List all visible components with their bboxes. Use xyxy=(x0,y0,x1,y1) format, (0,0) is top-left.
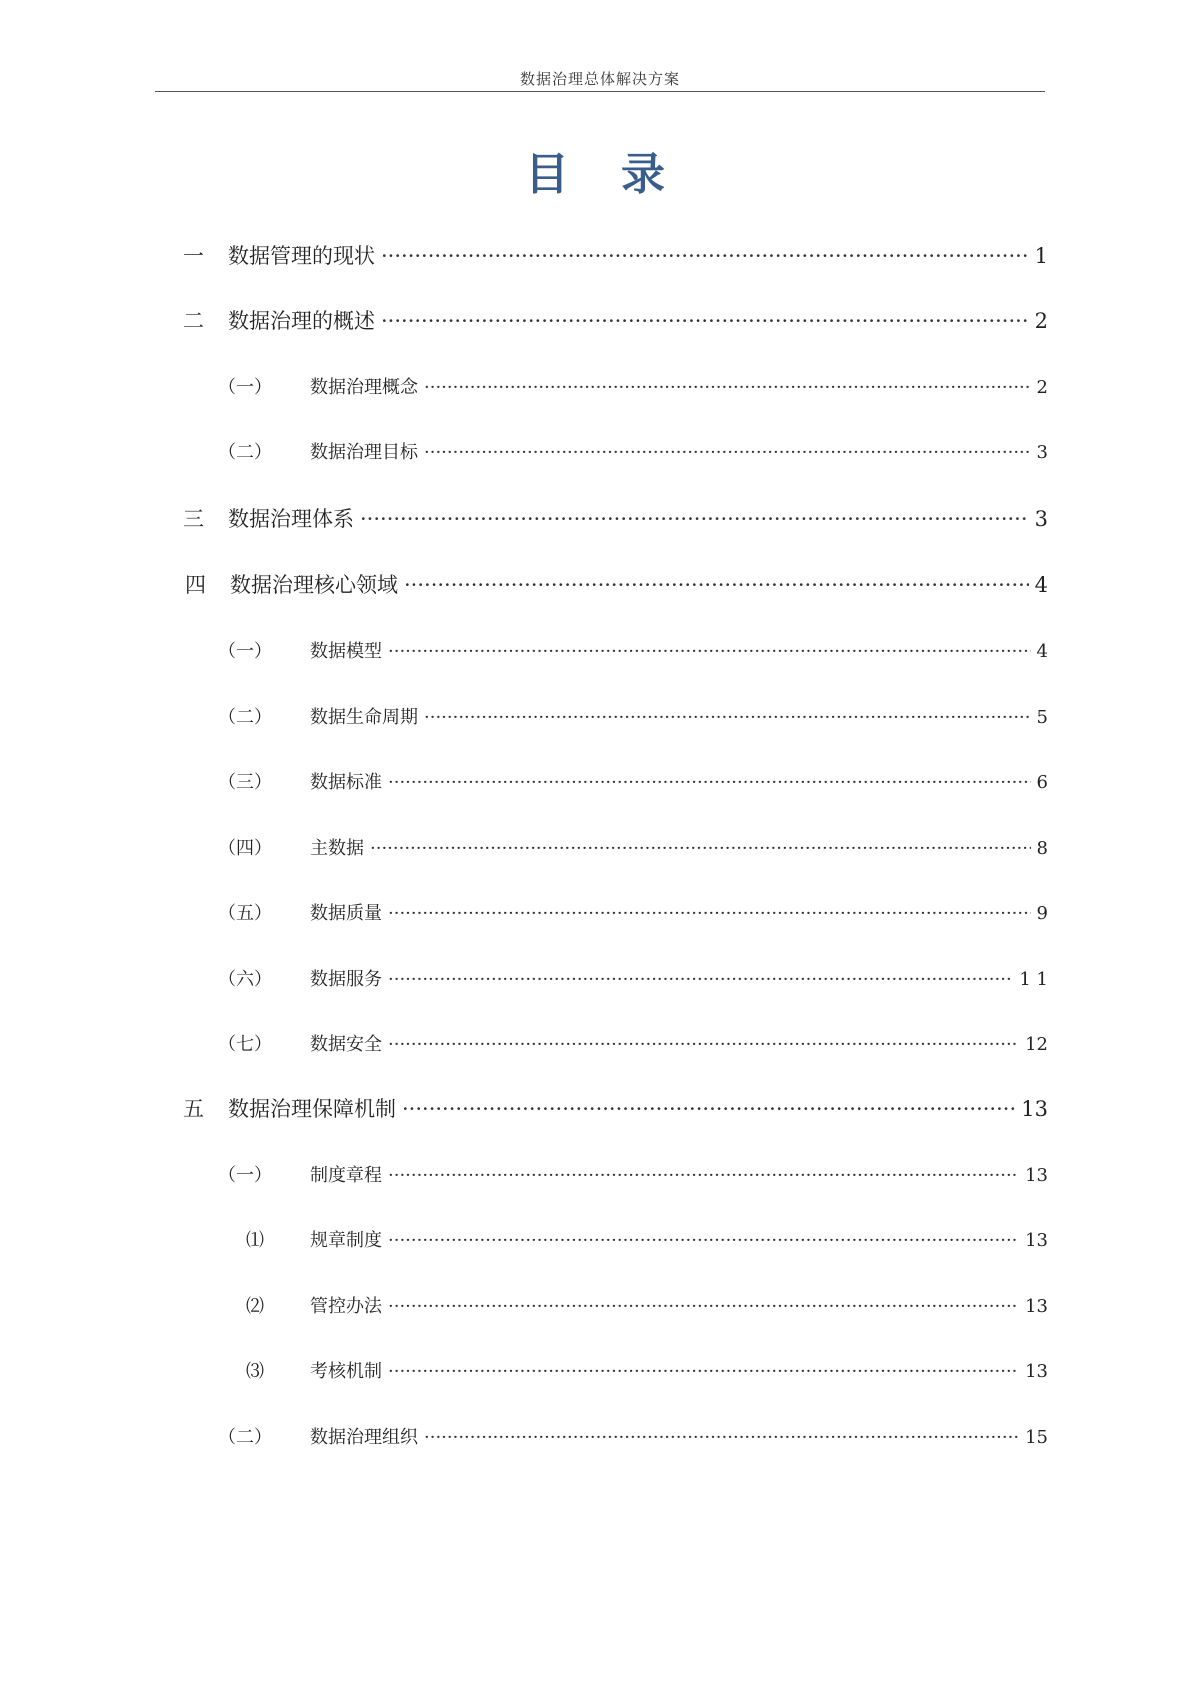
toc-entry-number: 二 xyxy=(183,309,204,333)
dot-leader xyxy=(388,772,1031,793)
toc-entry-text: 数据管理的现状 xyxy=(228,244,375,268)
toc-entry[interactable] xyxy=(246,1357,1048,1383)
dot-leader xyxy=(424,377,1031,398)
toc-entry-text: 数据模型 xyxy=(310,641,382,662)
toc-entry[interactable] xyxy=(218,438,1048,464)
toc-entry-text: 数据标准 xyxy=(310,772,382,793)
dot-leader xyxy=(388,1165,1019,1186)
toc-entry-text: 数据治理概念 xyxy=(310,377,418,398)
toc-entry[interactable] xyxy=(183,1093,1048,1123)
toc-entry-number: 一 xyxy=(183,244,204,268)
toc-entry-page: 8 xyxy=(1036,838,1048,859)
dot-leader xyxy=(404,573,1029,597)
toc-entry[interactable] xyxy=(218,1030,1048,1056)
dot-leader xyxy=(381,244,1029,268)
toc-entry-text: 管控办法 xyxy=(310,1296,382,1317)
toc-entry[interactable] xyxy=(246,1226,1048,1252)
toc-entry-page: 4 xyxy=(1034,573,1048,597)
toc-entry-page: 15 xyxy=(1025,1427,1048,1448)
toc-entry-text: 规章制度 xyxy=(310,1230,382,1251)
toc-entry-page: 3 xyxy=(1036,442,1048,463)
toc-entry-text: 数据服务 xyxy=(310,969,382,990)
toc-entry-page: 9 xyxy=(1036,903,1048,924)
toc-entry-number: （三） xyxy=(218,772,272,793)
toc-entry-number: （六） xyxy=(218,969,272,990)
toc-entry-number: （一） xyxy=(218,377,272,398)
toc-entry-page: 4 xyxy=(1036,641,1048,662)
toc-entry-page: 13 xyxy=(1025,1165,1048,1186)
toc-entry-text: 数据治理组织 xyxy=(310,1427,418,1448)
toc-entry[interactable] xyxy=(185,569,1048,599)
dot-leader xyxy=(388,641,1031,662)
toc-entry-number: （二） xyxy=(218,707,272,728)
dot-leader xyxy=(388,1361,1019,1382)
toc-entry-text: 考核机制 xyxy=(310,1361,382,1382)
toc-entry-text: 数据治理目标 xyxy=(310,442,418,463)
dot-leader xyxy=(402,1097,1015,1121)
toc-entry-page: 2 xyxy=(1036,377,1048,398)
dot-leader xyxy=(424,707,1031,728)
toc-entry-page: 13 xyxy=(1025,1296,1048,1317)
toc-entry[interactable] xyxy=(218,1161,1048,1187)
toc-entry[interactable] xyxy=(218,834,1048,860)
dot-leader xyxy=(381,309,1029,333)
toc-entry-page: 1 1 xyxy=(1019,969,1048,990)
toc-entry-page: 5 xyxy=(1036,707,1048,728)
toc-entry-number: ⑶ xyxy=(246,1361,264,1382)
dot-leader xyxy=(388,903,1031,924)
toc-entry-page: 13 xyxy=(1025,1230,1048,1251)
toc-entry[interactable] xyxy=(218,1423,1048,1449)
toc-entry-text: 主数据 xyxy=(310,838,364,859)
toc-entry-text: 制度章程 xyxy=(310,1165,382,1186)
dot-leader xyxy=(370,838,1031,859)
toc-entry-text: 数据治理体系 xyxy=(228,507,354,531)
toc-entry[interactable] xyxy=(183,240,1048,270)
dot-leader xyxy=(424,1427,1019,1448)
dot-leader xyxy=(424,442,1031,463)
toc-entry-number: （二） xyxy=(218,1427,272,1448)
toc-entry-text: 数据质量 xyxy=(310,903,382,924)
dot-leader xyxy=(360,507,1029,531)
toc-entry-number: （一） xyxy=(218,641,272,662)
toc-entry-number: 三 xyxy=(183,507,204,531)
toc-entry-number: （一） xyxy=(218,1165,272,1186)
toc-entry[interactable] xyxy=(183,503,1048,533)
running-header: 数据治理总体解决方案 xyxy=(519,70,680,88)
toc-entry-number: （四） xyxy=(218,838,272,859)
toc-entry-number: （二） xyxy=(218,442,272,463)
toc-entry[interactable] xyxy=(218,637,1048,663)
toc-entry-number: 四 xyxy=(185,573,206,597)
toc-entry[interactable] xyxy=(246,1292,1048,1318)
toc-entry[interactable] xyxy=(218,768,1048,794)
toc-entry[interactable] xyxy=(183,305,1048,335)
toc-entry-text: 数据生命周期 xyxy=(310,707,418,728)
toc-entry-number: （五） xyxy=(218,903,272,924)
toc-entry[interactable] xyxy=(218,373,1048,399)
toc-entry[interactable] xyxy=(218,703,1048,729)
toc-entry-text: 数据治理核心领域 xyxy=(230,573,398,597)
toc-entry-page: 6 xyxy=(1036,772,1048,793)
toc-entry-page: 13 xyxy=(1025,1361,1048,1382)
toc-entry-text: 数据治理的概述 xyxy=(228,309,375,333)
toc-entry-page: 3 xyxy=(1034,507,1048,531)
dot-leader xyxy=(388,1296,1019,1317)
header-rule xyxy=(155,91,1045,92)
toc-entry-number: （七） xyxy=(218,1034,272,1055)
toc-entry-page: 2 xyxy=(1034,309,1048,333)
toc-entry-number: ⑵ xyxy=(246,1296,264,1317)
dot-leader xyxy=(388,1034,1019,1055)
toc-entry[interactable] xyxy=(218,899,1048,925)
dot-leader xyxy=(388,969,1013,990)
toc-title: 目录 xyxy=(525,149,717,200)
toc-entry-page: 1 xyxy=(1034,244,1048,268)
dot-leader xyxy=(388,1230,1019,1251)
toc-entry[interactable] xyxy=(218,965,1048,991)
toc-entry-page: 12 xyxy=(1025,1034,1048,1055)
toc-entry-number: ⑴ xyxy=(246,1230,264,1251)
toc-entry-text: 数据安全 xyxy=(310,1034,382,1055)
toc-entry-page: 13 xyxy=(1021,1097,1048,1121)
toc-entry-text: 数据治理保障机制 xyxy=(228,1097,396,1121)
toc-entry-number: 五 xyxy=(183,1097,204,1121)
